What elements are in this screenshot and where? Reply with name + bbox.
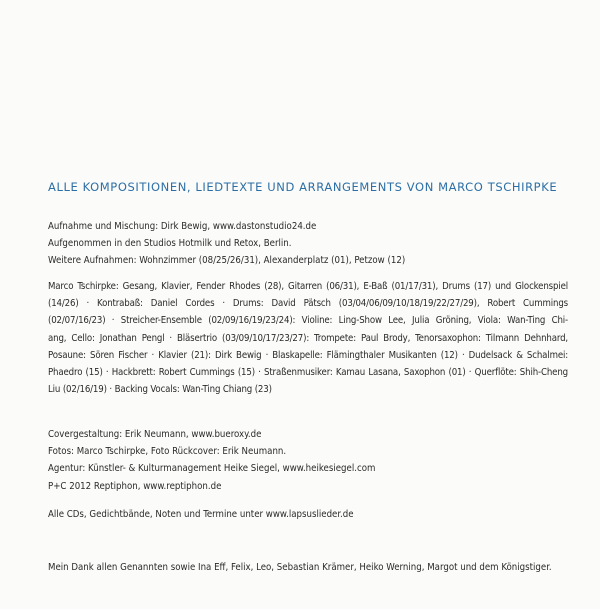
composer-heading: ALLE KOMPOSITIONEN, LIEDTEXTE UND ARRANGEMENTS VON MARCO TSCHIRPKE — [48, 180, 558, 194]
recording-line: Aufnahme und Mischung: Dirk Bewig, www.dastonstudio24.de — [48, 221, 317, 232]
recording-credits — [48, 218, 568, 270]
website-note — [48, 506, 568, 523]
credits-line: Marco Tschirpke: Gesang, Klavier, Fender Rhodes (28), Gitarren (06/31), E-Baß (01/17/31), Drums (17) und Glockenspiel — [48, 281, 568, 292]
info-line: P+C 2012 Reptiphon, www.reptiphon.de — [48, 480, 222, 492]
recording-line: Weitere Aufnahmen: Wohnzimmer (08/25/26/31), Alexanderplatz (01), Petzow (12) — [48, 255, 406, 267]
credits-line: Liu (02/16/19) · Backing Vocals: Wan-Ting Chiang (23) — [48, 384, 272, 396]
info-line: Fotos: Marco Tschirpke, Foto Rückcover: Erik Neumann. — [48, 446, 287, 458]
production-info — [48, 426, 568, 495]
credits-line: (14/26) · Kontrabaß: Daniel Cordes · Drums: David Pätsch (03/04/06/09/10/18/19/22/27/29), Robert Cummings — [48, 298, 568, 310]
credits-line: (02/07/16/23) · Streicher-Ensemble (02/09/16/19/23/24): Violine: Ling-Show Lee, Julia Gröning, Viola: Wan-Ting Chi- — [48, 315, 568, 327]
info-line: Agentur: Künstler- & Kulturmanagement Heike Siegel, www.heikesiegel.com — [48, 463, 376, 475]
credits-line: ang, Cello: Jonathan Pengl · Bläsertrio (03/09/10/17/23/27): Trompete: Paul Brody, Tenorsaxophon: Tilmann Dehnhard, — [48, 332, 568, 344]
credits-line: Posaune: Sören Fischer · Klavier (21): Dirk Bewig · Blaskapelle: Flämingthaler Musikanten (12) · Dudelsack & Schalmei: — [48, 349, 568, 361]
links-line: Alle CDs, Gedichtbände, Noten und Termine unter www.lapsuslieder.de — [48, 509, 354, 520]
info-line: Covergestaltung: Erik Neumann, www.bueroxy.de — [48, 429, 262, 440]
credits-line: Phaedro (15) · Hackbrett: Robert Cummings (15) · Straßenmusiker: Kamau Lasana, Saxophon (01) · Querflöte: Shih-Cheng — [48, 367, 568, 379]
recording-line: Aufgenommen in den Studios Hotmilk und Retox, Berlin. — [48, 238, 292, 250]
thanks-note — [48, 559, 568, 576]
thanks-line: Mein Dank allen Genannten sowie Ina Eff, Felix, Leo, Sebastian Krämer, Heiko Werning, Margot und dem Königstiger. — [48, 562, 552, 573]
musician-credits — [48, 278, 568, 398]
